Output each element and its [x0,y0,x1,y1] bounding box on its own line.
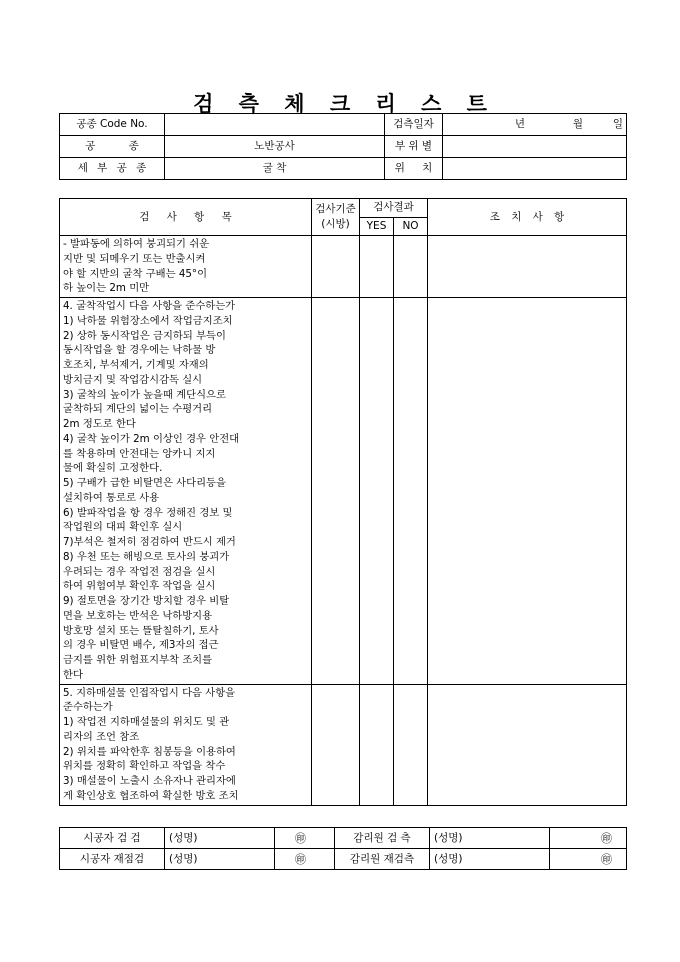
item-line: 물에 확실히 고정한다. [63,462,163,475]
contractor-recheck-label: 시공자 재점검 [60,849,165,870]
date-year: 년 [514,118,525,130]
item-line: 5. 지하매설물 인접작업시 다음 사항을 [63,686,236,699]
item-line: 5) 구배가 급한 비탈면은 사다리등을 [63,477,226,489]
item-line: 1) 낙하물 위험장소에서 작업금지조치 [63,314,233,327]
item-line: 우려되는 경우 작업전 점검을 실시 [63,565,216,578]
item-line: 호조치, 부석제거, 기계및 자재의 [63,359,209,371]
seal-icon: ㊞ [550,849,627,870]
item-line: 3) 매설물이 노출시 소유자나 관리자에 [63,775,236,787]
signature-table [59,827,627,870]
code-label: 공종 Code No. [60,114,165,136]
work-value[interactable]: 노반공사 [165,136,385,158]
col-action-header: 조 치 사 항 [428,199,627,236]
yes-cell[interactable] [360,298,394,685]
date-label: 검측일자 [385,114,443,136]
item-line: 7)부석은 철저히 점검하여 반드시 제거 [63,536,236,548]
date-day: 일 [612,118,623,130]
item-line: 하여 위험여부 확인후 작업을 실시 [63,580,216,593]
yes-cell[interactable] [360,236,394,298]
no-cell[interactable] [394,684,428,805]
standard-cell[interactable] [312,298,360,685]
checklist-table [59,198,627,806]
item-cell [60,236,312,298]
item-line: 9) 절토면을 장기간 방치할 경우 비탈 [63,595,230,607]
item-line: 3) 굴착의 높이가 높을때 계단식으로 [63,388,226,401]
item-line: 1) 작업전 지하매설물의 위치도 및 관 [63,716,230,728]
item-line: 굴착하되 계단의 넓이는 수평거리 [63,403,213,416]
table-row [60,236,627,298]
detail-label: 세 부 공 종 [60,158,165,180]
col-no-header: NO [394,217,428,236]
item-line: 2) 상하 동시작업은 금지하되 부득이 [63,329,226,342]
item-line: 방치금지 및 작업감시감독 실시 [63,373,203,386]
date-month: 월 [572,118,583,130]
item-line: 준수하는가 [63,701,113,714]
item-line: 한다 [63,668,83,681]
contractor-recheck-sign[interactable]: (성명) [165,849,275,870]
contractor-check-sign[interactable]: (성명) [165,828,275,849]
item-line: 4. 굴착작업시 다음 사항을 준수하는가 [63,300,236,312]
code-value[interactable] [165,114,385,136]
item-line: 6) 발파작업을 항 경우 정해진 경보 및 [63,506,233,519]
action-cell[interactable] [428,298,627,685]
supervisor-recheck-sign[interactable]: (성명) [430,849,550,870]
item-line: 를 착용하며 안전대는 앙카니 지지 [63,447,216,460]
seal-icon: ㊞ [275,828,335,849]
location-label: 위 치 [385,158,443,180]
item-line: 금지를 위한 위험표지부착 조치를 [63,654,213,666]
action-cell[interactable] [428,236,627,298]
supervisor-recheck-label: 감리원 재검측 [335,849,430,870]
item-line: 작업원의 대피 확인후 실시 [63,521,183,534]
item-line: 설치하여 통로로 사용 [63,491,160,504]
section-value[interactable] [443,136,627,158]
seal-icon: ㊞ [275,849,335,870]
item-line: 동시작업을 할 경우에는 낙하물 방 [63,344,216,357]
item-line: 하 높이는 2m 미만 [63,282,150,295]
no-cell[interactable] [394,298,428,685]
standard-cell[interactable] [312,684,360,805]
item-line: 2m 정도로 한다 [63,418,136,430]
item-line: 리자의 조언 참조 [63,730,140,743]
item-line: 게 확인상호 협조하여 확실한 방호 조치 [63,789,239,802]
detail-value[interactable]: 굴 착 [165,158,385,180]
seal-icon: ㊞ [550,828,627,849]
col-item-header: 검 사 항 목 [60,199,312,236]
item-line: 2) 위치를 파악한후 침봉등을 이용하여 [63,745,236,758]
col-standard-header [312,199,360,236]
header-table [59,113,627,180]
item-line: 의 경우 비탈면 배수, 제3자의 접근 [63,639,219,652]
yes-cell[interactable] [360,684,394,805]
col-standard-line-2: (시방) [321,218,350,230]
contractor-check-label: 시공자 검 검 [60,828,165,849]
col-result-header: 검사결과 [360,199,428,218]
item-cell [60,684,312,805]
item-cell [60,298,312,685]
standard-cell[interactable] [312,236,360,298]
item-line: 지반 및 되메우기 또는 반출시켜 [63,252,206,265]
item-line: 야 할 지반의 굴착 구배는 45°이 [63,267,208,280]
supervisor-check-label: 감리원 검 측 [335,828,430,849]
action-cell[interactable] [428,684,627,805]
col-yes-header: YES [360,217,394,236]
table-row [60,298,627,685]
table-row [60,684,627,805]
item-line: 8) 우천 또는 해빙으로 토사의 붕괴가 [63,550,230,563]
item-line: 4) 굴착 높이가 2m 이상인 경우 안전대 [63,432,240,445]
location-value[interactable] [443,158,627,180]
item-line: 면을 보호하는 반석은 낙하방지용 [63,609,213,622]
document-title: 검 측 체 크 리 스 트 [193,91,487,116]
supervisor-check-sign[interactable]: (성명) [430,828,550,849]
date-value[interactable] [443,114,627,136]
section-label: 부 위 별 [385,136,443,158]
item-line: - 발파동에 의하여 붕괴되기 쉬운 [63,238,210,250]
item-line: 위치를 정확히 확인하고 작업을 착수 [63,760,226,773]
col-standard-line-1: 검사기준 [315,203,356,215]
no-cell[interactable] [394,236,428,298]
work-label: 공 종 [60,136,165,158]
item-line: 방호망 설치 또는 뜰탈칠하기, 토사 [63,624,219,637]
